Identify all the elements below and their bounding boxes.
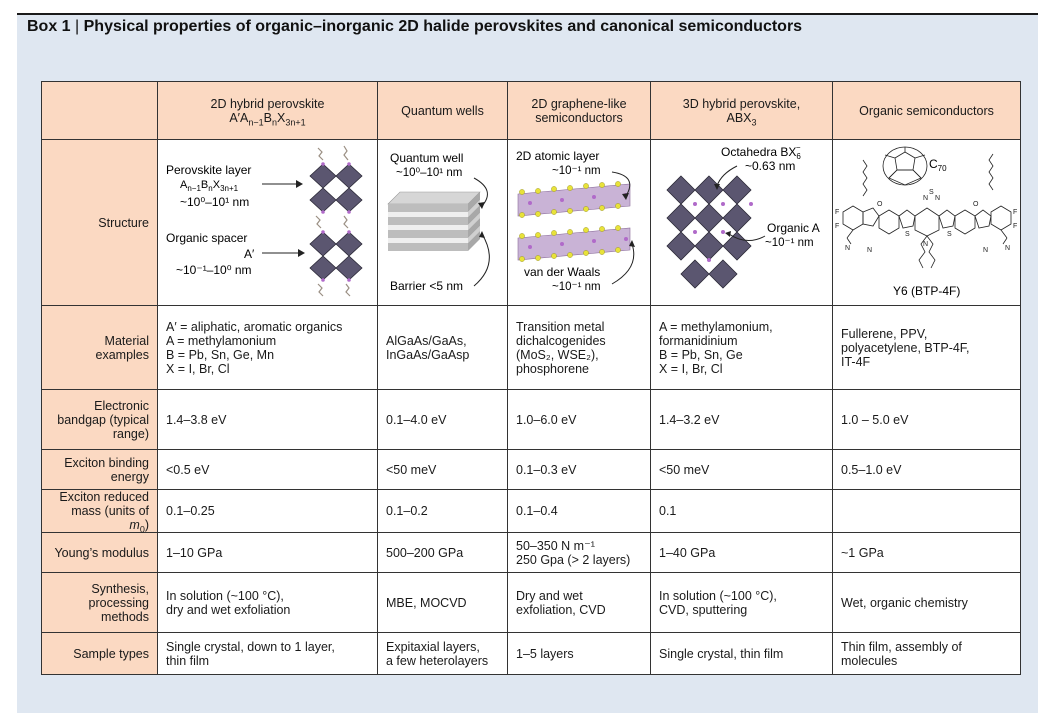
table-cell: Wet, organic chemistry <box>833 573 1021 633</box>
arrowhead <box>296 180 303 188</box>
graphene-like-figure <box>508 140 651 305</box>
row-label: Exciton reduced mass (units of $m_0$) <box>42 490 158 533</box>
table-cell: In solution (~100 °C), dry and wet exfoliation <box>158 573 378 633</box>
header-row <box>42 82 1021 140</box>
table-cell: 1.4–3.2 eV <box>651 390 833 450</box>
octahedra-layer-lower <box>310 232 362 280</box>
table-cell: Fullerene, PPV, polyacetylene, BTP-4F, IT-4F <box>833 306 1021 390</box>
label-octahedra: Octahedra $BX_6-$ <box>721 143 801 161</box>
label-organic-a: Organic A <box>767 221 820 235</box>
column-header: 3D hybrid perovskite, <box>682 96 801 111</box>
data-rows <box>42 306 1021 675</box>
table-cell: 1–40 GPa <box>651 533 833 573</box>
structure-2d-perovskite <box>158 140 378 306</box>
svg-text:F: F <box>1013 209 1018 216</box>
structure-3d-perovskite <box>651 140 833 306</box>
svg-text:S: S <box>905 231 910 238</box>
table-cell: Expitaxial layers, a few heterolayers <box>378 633 508 675</box>
formula-3d: $ABX_3$ <box>726 110 757 127</box>
svg-text:N: N <box>923 195 929 202</box>
layer-stack <box>388 192 480 251</box>
svg-text:F: F <box>1013 223 1018 230</box>
table-row <box>42 450 1021 490</box>
quantum-wells-figure <box>378 140 508 305</box>
svg-text:N: N <box>983 247 989 254</box>
box-title <box>27 18 802 36</box>
arrowhead <box>725 231 731 237</box>
table-cell: In solution (~100 °C), CVD, sputtering <box>651 573 833 633</box>
row-label: Exciton binding energy <box>42 450 158 490</box>
table-cell: ~1 GPa <box>833 533 1021 573</box>
table-cell: 0.1–0.25 <box>158 490 378 533</box>
properties-table <box>41 81 1021 675</box>
label-spacer-symbol: A′ <box>244 247 255 261</box>
svg-text:N: N <box>867 247 873 254</box>
table-cell: 1.0–6.0 eV <box>508 390 651 450</box>
octahedra-network <box>667 176 751 288</box>
header-col-quantum-wells: Quantum wells <box>378 82 508 140</box>
formula-text: ABX <box>726 110 752 125</box>
table-row <box>42 533 1021 573</box>
table-row <box>42 390 1021 450</box>
box-label: Box 1 <box>27 18 71 35</box>
table-cell: 0.5–1.0 eV <box>833 450 1021 490</box>
row-label: Material examples <box>42 306 158 390</box>
label-organic-a-size: ~10⁻¹ nm <box>765 237 814 249</box>
table-cell: AlGaAs/GaAs, InGaAs/GaAsp <box>378 306 508 390</box>
label-formula-layer: $A_{n-1}B_nX_{3n+1}$ <box>180 179 239 193</box>
label-quantum-well: Quantum well <box>390 151 464 165</box>
table-cell: A = methylamonium, formanidinium B = Pb, Sn, Ge X = I, Br, Cl <box>651 306 833 390</box>
row-label: Structure <box>42 140 158 306</box>
label-barrier: Barrier <5 nm <box>390 279 464 293</box>
structure-organic <box>833 140 1021 306</box>
row-label: Synthesis, processing methods <box>42 573 158 633</box>
row-label: Electronic bandgap (typical range) <box>42 390 158 450</box>
formula-2d: $A'A_{n-1}B_nX_{3n+1}$ <box>229 110 306 127</box>
perovskite-3d-figure <box>651 140 833 305</box>
c70-molecule <box>883 147 927 185</box>
svg-text:O: O <box>877 201 883 208</box>
table-cell: 500–200 GPa <box>378 533 508 573</box>
label-well-size: ~10⁰–10¹ nm <box>396 167 463 179</box>
table-cell: 50–350 N m⁻¹ 250 Gpa (> 2 layers) <box>508 533 651 573</box>
arrowhead <box>298 249 305 257</box>
svg-text:N: N <box>845 245 851 252</box>
row-label: Sample types <box>42 633 158 675</box>
table-cell: 0.1–0.4 <box>508 490 651 533</box>
label-layer-size: ~10⁰–10¹ nm <box>180 195 250 209</box>
svg-text:F: F <box>835 223 840 230</box>
svg-text:F: F <box>835 209 840 216</box>
label-organic-spacer: Organic spacer <box>166 231 248 245</box>
label-vdw: van der Waals <box>524 265 601 279</box>
column-header: 2D hybrid perovskite <box>210 96 325 111</box>
table-row <box>42 573 1021 633</box>
table-cell: Thin film, assembly of molecules <box>833 633 1021 675</box>
title-separator: | <box>70 18 84 35</box>
label-spacer-size: ~10⁻¹–10⁰ nm <box>176 263 252 277</box>
label-y6: Y6 (BTP-4F) <box>893 284 961 298</box>
table-cell: MBE, MOCVD <box>378 573 508 633</box>
table-row <box>42 633 1021 675</box>
perovskite-2d-figure <box>158 140 378 305</box>
table-cell: Single crystal, down to 1 layer, thin film <box>158 633 378 675</box>
table-cell: 1–5 layers <box>508 633 651 675</box>
organic-figure <box>833 140 1021 305</box>
table-cell <box>833 490 1021 533</box>
table-cell: 1–10 GPa <box>158 533 378 573</box>
table-cell: <50 meV <box>378 450 508 490</box>
table-cell: <0.5 eV <box>158 450 378 490</box>
svg-text:O: O <box>973 201 979 208</box>
structure-2d-graphene <box>508 140 651 306</box>
table-cell: Dry and wet exfoliation, CVD <box>508 573 651 633</box>
svg-text:N: N <box>1005 245 1011 252</box>
table-cell: 1.0 – 5.0 eV <box>833 390 1021 450</box>
table-cell: A′ = aliphatic, aromatic organics A = methylamonium B = Pb, Sn, Ge, Mn X = I, Br, Cl <box>158 306 378 390</box>
table-cell: 0.1–0.2 <box>378 490 508 533</box>
structure-row <box>42 140 1021 306</box>
structure-quantum-wells <box>378 140 508 306</box>
header-col-3d-perovskite <box>651 82 833 140</box>
svg-text:N: N <box>923 241 929 248</box>
table-cell: Transition metal dichalcogenides (MoS₂, WSE₂), phosphorene <box>508 306 651 390</box>
table-cell: 0.1 <box>651 490 833 533</box>
table-row <box>42 306 1021 390</box>
table-cell: 1.4–3.8 eV <box>158 390 378 450</box>
table-cell: 0.1–0.3 eV <box>508 450 651 490</box>
label-octahedra-size: ~0.63 nm <box>745 159 796 173</box>
header-corner <box>42 82 158 140</box>
label-c70: $C_{70}$ <box>929 157 947 173</box>
atomic-layer-lower <box>518 225 630 261</box>
title-text: Physical properties of organic–inorganic 2D halide perovskites and canonical semiconductors <box>83 18 803 35</box>
header-col-organic: Organic semiconductors <box>833 82 1021 140</box>
formula-text: A′A <box>229 110 249 125</box>
svg-text:S: S <box>947 231 952 238</box>
table-row <box>42 490 1021 533</box>
header-col-2d-graphene: 2D graphene-like semiconductors <box>508 82 651 140</box>
row-label: Young’s modulus <box>42 533 158 573</box>
table-cell: <50 meV <box>651 450 833 490</box>
header-col-2d-perovskite <box>158 82 378 140</box>
octahedra-layer-upper <box>310 164 362 212</box>
table-cell: Single crystal, thin film <box>651 633 833 675</box>
label-atomic-layer: 2D atomic layer <box>516 149 600 163</box>
label-atomic-size: ~10⁻¹ nm <box>552 165 601 177</box>
table-cell: 0.1–4.0 eV <box>378 390 508 450</box>
label-perovskite-layer: Perovskite layer <box>166 163 252 177</box>
atomic-layer-upper <box>518 181 630 217</box>
label-vdw-size: ~10⁻¹ nm <box>552 281 601 293</box>
svg-text:S: S <box>929 189 934 196</box>
svg-text:N: N <box>935 195 941 202</box>
